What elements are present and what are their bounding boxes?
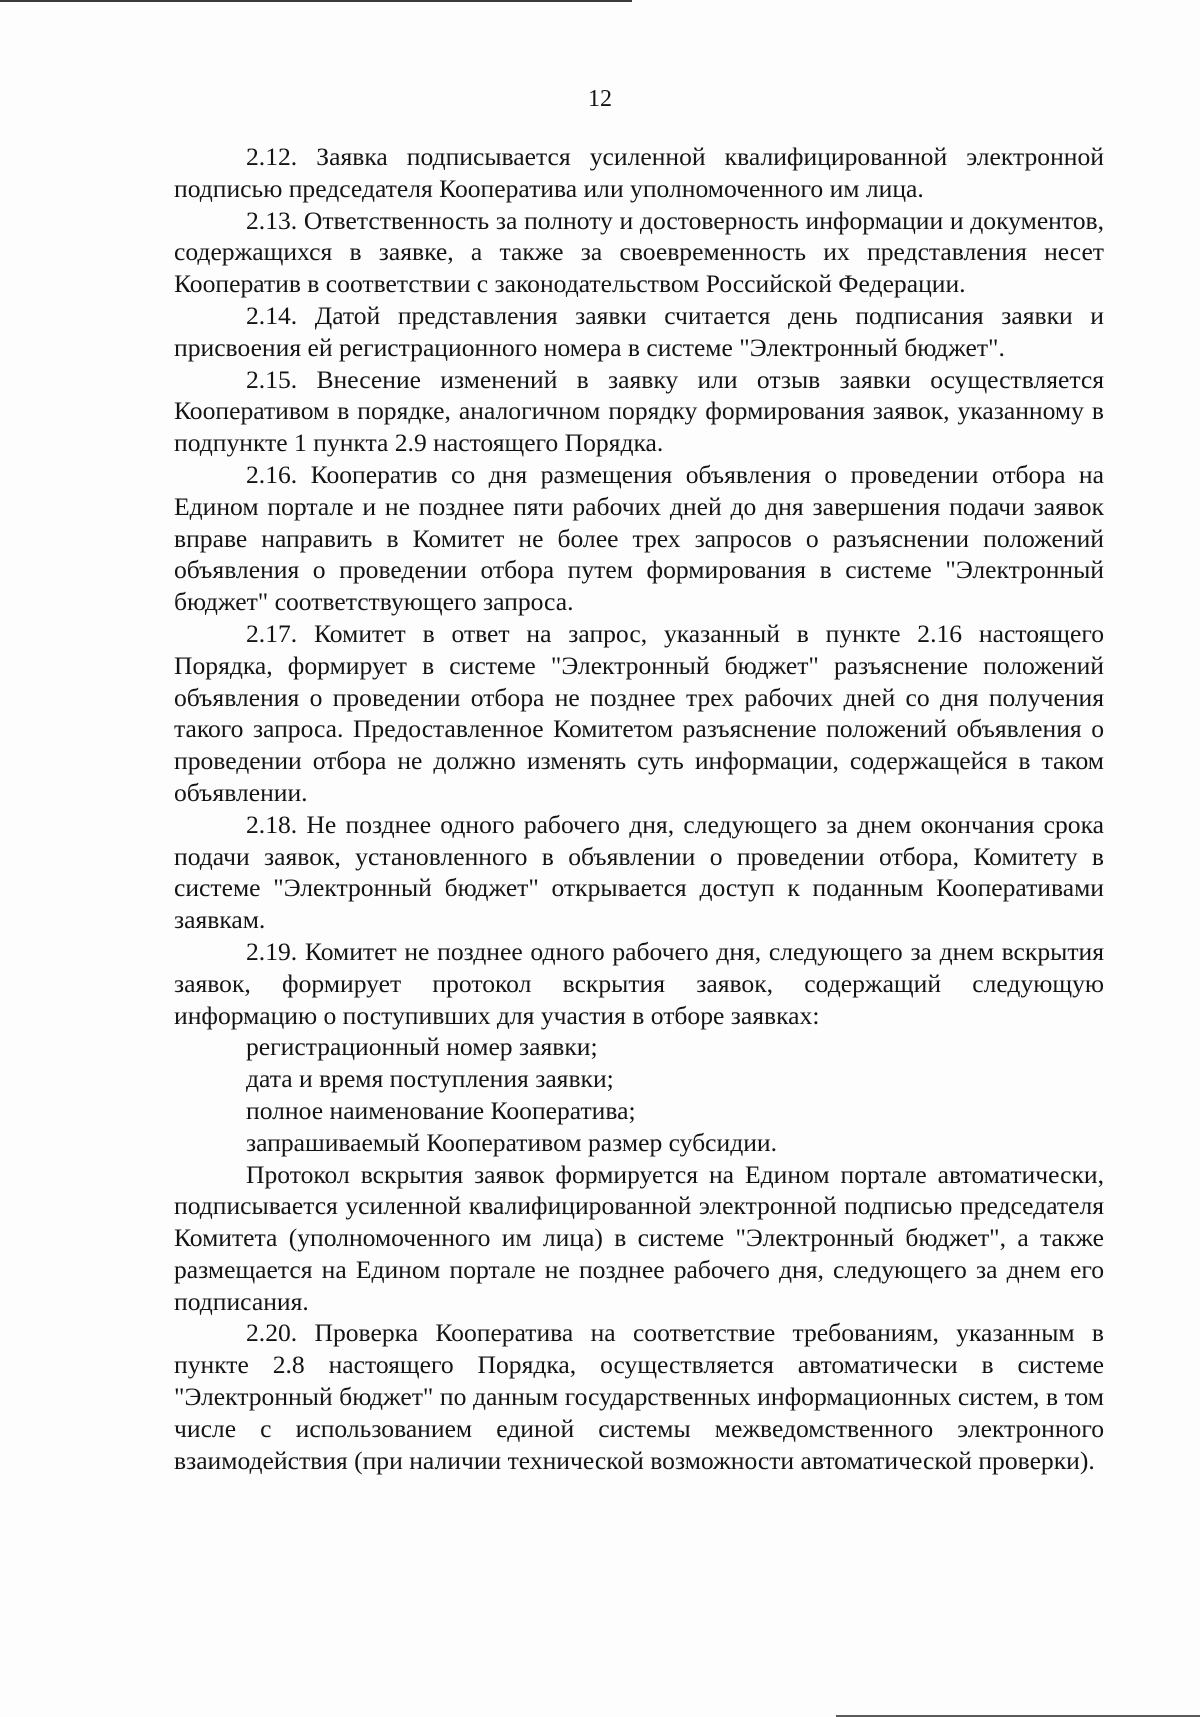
- paragraph-2-13: 2.13. Ответственность за полноту и достоверность информации и документов, содержащихся в заявке, а также за своевременность их представления несет Кооператив в соответствии с законодательством Российской Федерации.: [174, 205, 1104, 299]
- paragraph-2-17: 2.17. Комитет в ответ на запрос, указанный в пункте 2.16 настоящего Порядка, формирует в системе "Электронный бюджет" разъяснение положений объявления о проведении отбора не позднее трех рабочих дней со дня получения такого запроса. Предоставленное Комитетом разъяснение положений объявления о проведении отбора не должно изменять суть информации, содержащейся в таком объявлении.: [174, 618, 1104, 807]
- paragraph-2-19: 2.19. Комитет не позднее одного рабочего дня, следующего за днем вскрытия заявок, формирует протокол вскрытия заявок, содержащий следующую информацию о поступивших для участия в отборе заявках:: [174, 936, 1104, 1030]
- paragraph-2-16: 2.16. Кооператив со дня размещения объявления о проведении отбора на Едином портале и не позднее пяти рабочих дней до дня завершения подачи заявок вправе направить в Комитет не более трех запросов о разъяснении положений объявления о проведении отбора путем формирования в системе "Электронный бюджет" соответствующего запроса.: [174, 459, 1104, 617]
- document-body: [174, 141, 1104, 1476]
- list-item-cooperative-name: полное наименование Кооператива;: [246, 1095, 636, 1125]
- page-number: 12: [588, 86, 612, 112]
- paragraph-protocol: Протокол вскрытия заявок формируется на Едином портале автоматически, подписывается усиленной квалифицированной электронной подписью председателя Комитета (уполномоченного им лица) в системе "Электронный бюджет", а также размещается на Едином портале не позднее рабочего дня, следующего за днем его подписания.: [174, 1159, 1104, 1316]
- list-item-receipt-datetime: дата и время поступления заявки;: [246, 1064, 614, 1094]
- paragraph-2-20: 2.20. Проверка Кооператива на соответствие требованиям, указанным в пункте 2.8 настоящего Порядка, осуществляется автоматически в системе "Электронный бюджет" по данным государственных информационных систем, в том числе с использованием единой системы межведомственного электронного взаимодействия (при наличии технической возможности автоматической проверки).: [174, 1318, 1104, 1475]
- list-item-registration-number: регистрационный номер заявки;: [246, 1032, 598, 1062]
- paragraph-2-18: 2.18. Не позднее одного рабочего дня, следующего за днем окончания срока подачи заявок, установленного в объявлении о проведении отбора, Комитету в системе "Электронный бюджет" открывается доступ к поданным Кооперативами заявкам.: [174, 809, 1104, 935]
- paragraph-2-14: 2.14. Датой представления заявки считается день подписания заявки и присвоения ей регистрационного номера в системе "Электронный бюджет".: [174, 300, 1104, 362]
- paragraph-2-12: 2.12. Заявка подписывается усиленной квалифицированной электронной подписью председателя Кооператива или уполномоченного им лица.: [174, 142, 1104, 203]
- list-item-subsidy-amount: запрашиваемый Кооперативом размер субсидии.: [246, 1127, 778, 1157]
- scan-edge-top: [0, 0, 632, 2]
- paragraph-2-15: 2.15. Внесение изменений в заявку или отзыв заявки осуществляется Кооперативом в порядке, аналогичном порядку формирования заявок, указанному в подпункте 1 пункта 2.9 настоящего Порядка.: [174, 364, 1104, 458]
